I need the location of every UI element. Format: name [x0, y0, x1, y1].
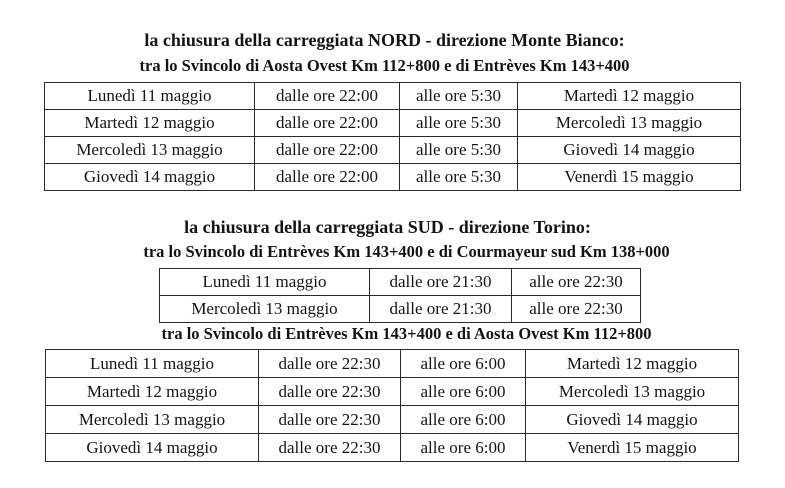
table-row [45, 164, 741, 191]
start-day-cell: Giovedì 14 maggio [46, 434, 259, 462]
sud-section2-subtitle: tra lo Svincolo di Entrèves Km 143+400 e di Aosta Ovest Km 112+800 [161, 324, 652, 343]
nord-schedule-table [44, 82, 741, 191]
table-row [45, 110, 741, 137]
start-day-cell: Martedì 12 maggio [45, 110, 255, 137]
end-day-cell: Martedì 12 maggio [526, 350, 739, 378]
start-time-cell: dalle ore 22:30 [259, 350, 401, 378]
table-row [45, 137, 741, 164]
table-row [46, 378, 739, 406]
table-row [160, 296, 641, 323]
sud-section1-subtitle: tra lo Svincolo di Entrèves Km 143+400 e di Courmayeur sud Km 138+000 [143, 242, 670, 261]
end-day-cell: Giovedì 14 maggio [518, 137, 741, 164]
start-day-cell: Lunedì 11 maggio [45, 83, 255, 110]
start-time-cell: dalle ore 22:00 [255, 137, 400, 164]
start-time-cell: dalle ore 21:30 [370, 296, 512, 323]
end-time-cell: alle ore 22:30 [512, 296, 641, 323]
end-time-cell: alle ore 6:00 [401, 378, 526, 406]
start-time-cell: dalle ore 22:00 [255, 164, 400, 191]
start-day-cell: Mercoledì 13 maggio [45, 137, 255, 164]
start-day-cell: Giovedì 14 maggio [45, 164, 255, 191]
sud-schedule-table-aosta [45, 349, 739, 462]
end-time-cell: alle ore 6:00 [401, 406, 526, 434]
start-time-cell: dalle ore 21:30 [370, 269, 512, 296]
sud-schedule-table-courmayeur [159, 268, 641, 323]
start-time-cell: dalle ore 22:00 [255, 110, 400, 137]
start-time-cell: dalle ore 22:30 [259, 434, 401, 462]
end-day-cell: Venerdì 15 maggio [518, 164, 741, 191]
table-row [46, 406, 739, 434]
start-day-cell: Martedì 12 maggio [46, 378, 259, 406]
end-time-cell: alle ore 5:30 [400, 110, 518, 137]
sud-title: la chiusura della carreggiata SUD - direzione Torino: [184, 217, 591, 237]
start-time-cell: dalle ore 22:30 [259, 406, 401, 434]
nord-subtitle: tra lo Svincolo di Aosta Ovest Km 112+800 e di Entrèves Km 143+400 [139, 56, 630, 75]
nord-title: la chiusura della carreggiata NORD - direzione Monte Bianco: [144, 30, 625, 50]
end-time-cell: alle ore 5:30 [400, 83, 518, 110]
table-row [160, 269, 641, 296]
end-day-cell: Venerdì 15 maggio [526, 434, 739, 462]
start-day-cell: Lunedì 11 maggio [160, 269, 370, 296]
end-time-cell: alle ore 6:00 [401, 350, 526, 378]
start-day-cell: Mercoledì 13 maggio [160, 296, 370, 323]
end-day-cell: Mercoledì 13 maggio [526, 378, 739, 406]
start-time-cell: dalle ore 22:30 [259, 378, 401, 406]
start-time-cell: dalle ore 22:00 [255, 83, 400, 110]
end-day-cell: Martedì 12 maggio [518, 83, 741, 110]
start-day-cell: Mercoledì 13 maggio [46, 406, 259, 434]
start-day-cell: Lunedì 11 maggio [46, 350, 259, 378]
table-row [46, 434, 739, 462]
end-time-cell: alle ore 6:00 [401, 434, 526, 462]
end-time-cell: alle ore 5:30 [400, 164, 518, 191]
end-time-cell: alle ore 22:30 [512, 269, 641, 296]
end-time-cell: alle ore 5:30 [400, 137, 518, 164]
table-row [46, 350, 739, 378]
table-row [45, 83, 741, 110]
end-day-cell: Giovedì 14 maggio [526, 406, 739, 434]
end-day-cell: Mercoledì 13 maggio [518, 110, 741, 137]
